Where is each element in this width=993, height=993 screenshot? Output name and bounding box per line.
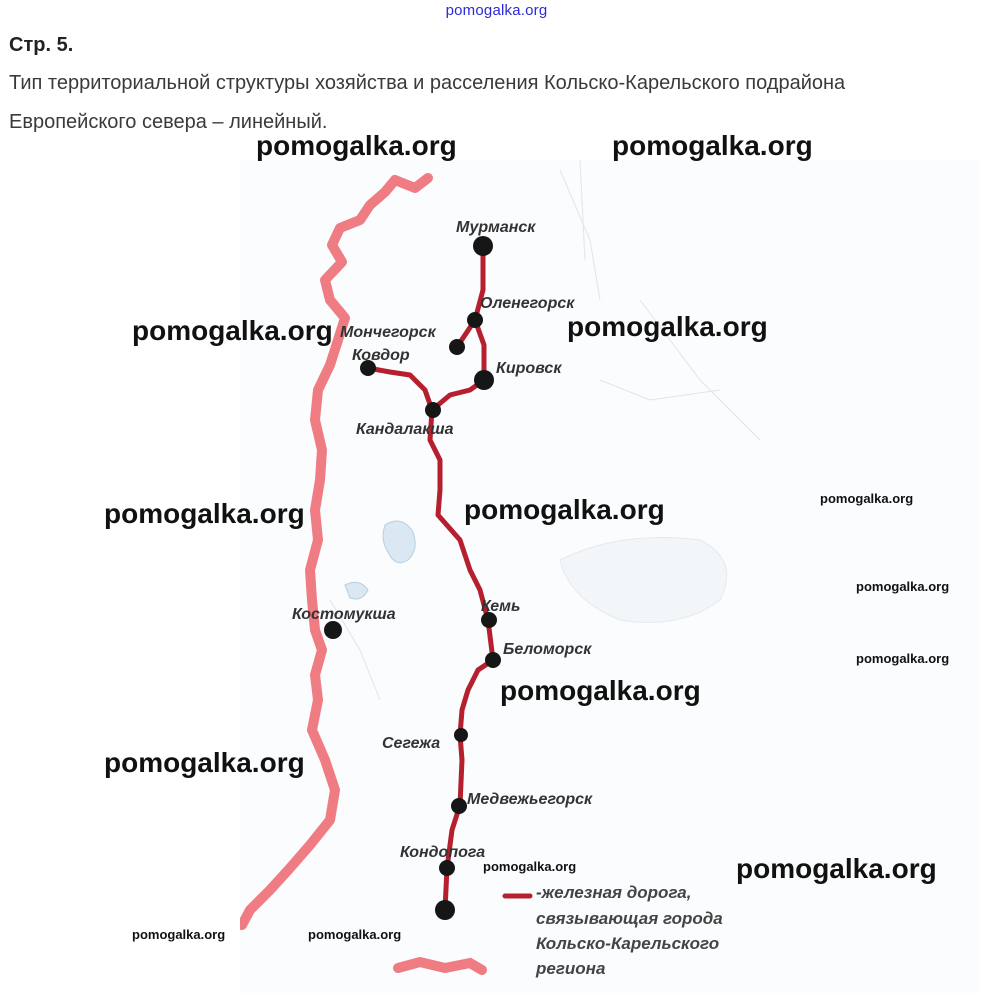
city-dot-kandalaksha	[425, 402, 441, 418]
watermark: pomogalka.org	[500, 675, 701, 706]
railway-lines	[368, 246, 493, 910]
watermark: pomogalka.org	[308, 927, 402, 942]
city-label-kem: Кемь	[481, 598, 521, 615]
city-label-olenegorsk: Оленегорск	[480, 295, 575, 312]
lake-shape	[383, 521, 415, 563]
city-dot-kondopoga	[439, 860, 455, 876]
watermark: pomogalka.org	[736, 853, 937, 884]
city-dot-murmansk	[473, 236, 493, 256]
map-legend	[505, 883, 723, 978]
city-dot-kirovsk	[474, 370, 494, 390]
watermark: pomogalka.org	[612, 130, 813, 161]
watermark: pomogalka.org	[132, 927, 226, 942]
city-label-kostomuksha: Костомукша	[292, 606, 396, 623]
lake-shape	[560, 538, 727, 623]
watermark: pomogalka.org	[256, 130, 457, 161]
lake-shape	[345, 582, 368, 599]
site-watermark-top: pomogalka.org	[445, 2, 548, 19]
city-label-kandalaksha: Кандалакша	[356, 421, 454, 438]
watermark: pomogalka.org	[104, 498, 305, 529]
city-dot-belomorsk	[485, 652, 501, 668]
watermark: pomogalka.org	[104, 747, 305, 778]
city-dot-monchegorsk	[449, 339, 465, 355]
city-label-murmansk: Мурманск	[456, 219, 536, 236]
city-dot-segezha	[454, 728, 468, 742]
watermark: pomogalka.org	[856, 651, 950, 666]
city-dot-olenegorsk	[467, 312, 483, 328]
city-dot-kostomuksha	[324, 621, 342, 639]
intro-text-line-2: Европейского севера – линейный.	[9, 111, 328, 133]
watermark: pomogalka.org	[483, 859, 577, 874]
watermark: pomogalka.org	[132, 315, 333, 346]
city-label-segezha: Сегежа	[382, 735, 441, 752]
intro-text-line-1: Тип территориальной структуры хозяйства и расселения Кольско-Карельского подрайона	[9, 72, 846, 94]
state-border	[398, 962, 482, 970]
legend-line-3: Кольско-Карельского	[536, 934, 720, 953]
city-label-kovdor: Ковдор	[352, 347, 410, 364]
watermark: pomogalka.org	[856, 579, 950, 594]
city-dot-petrozavodsk	[435, 900, 455, 920]
city-label-kirovsk: Кировск	[496, 360, 562, 377]
city-label-medvezhyegorsk: Медвежьегорск	[467, 791, 593, 808]
watermark: pomogalka.org	[464, 494, 665, 525]
legend-line-2: связывающая города	[536, 909, 723, 928]
city-label-belomorsk: Беломорск	[503, 641, 592, 658]
page-reference: Стр. 5.	[9, 34, 74, 56]
legend-line-1: -железная дорога,	[536, 883, 692, 902]
city-dot-medvezhyegorsk	[451, 798, 467, 814]
legend-line-4: региона	[536, 959, 606, 978]
city-label-monchegorsk: Мончегорск	[340, 324, 436, 341]
watermark: pomogalka.org	[567, 311, 768, 342]
watermark: pomogalka.org	[820, 491, 914, 506]
city-label-kondopoga: Кондопога	[400, 844, 486, 861]
